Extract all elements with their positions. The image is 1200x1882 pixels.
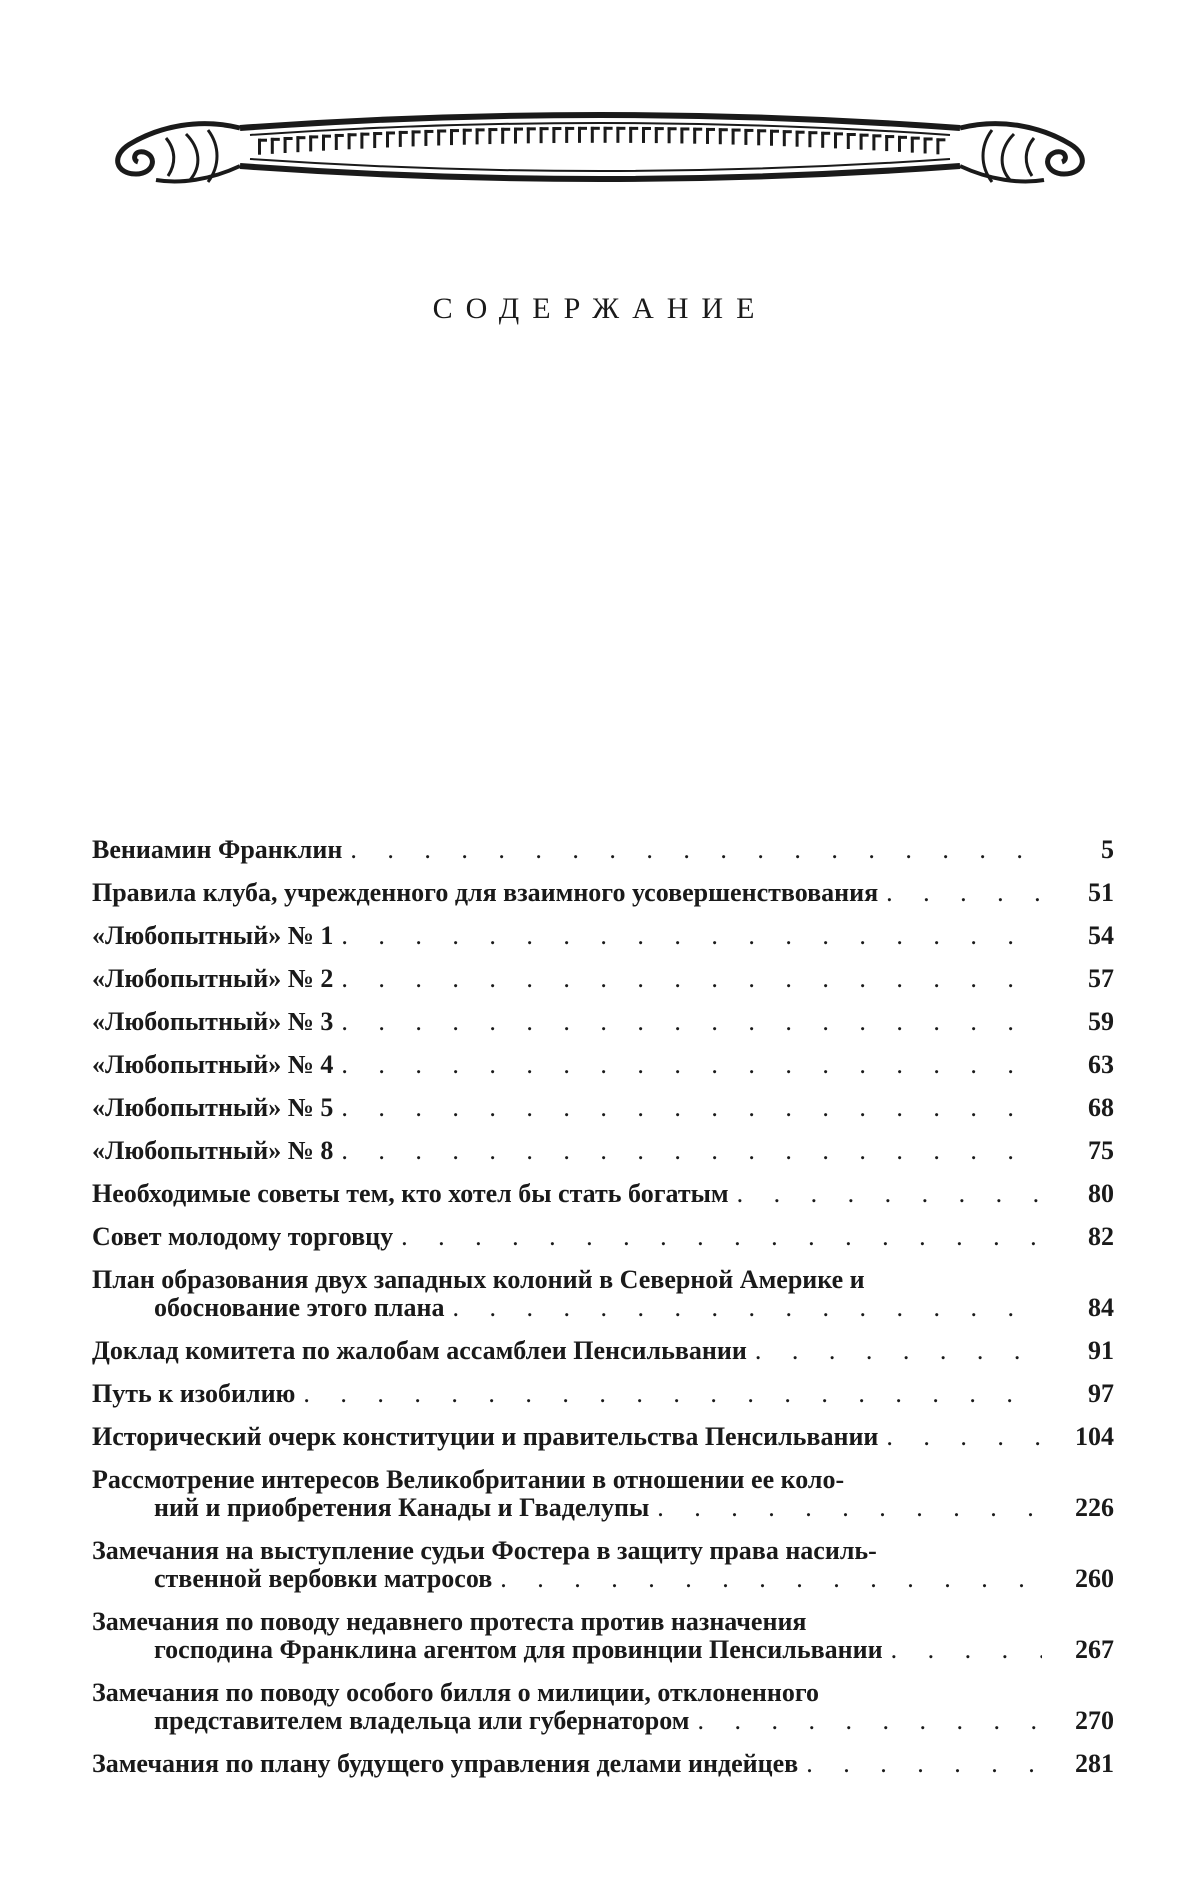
toc-entry	[92, 965, 1114, 993]
toc-entry	[92, 1679, 1114, 1735]
toc-entry	[92, 1337, 1114, 1365]
leader-dots	[333, 965, 1042, 993]
toc-page-number: 57	[1088, 964, 1114, 993]
leader-dots	[333, 922, 1042, 950]
toc-entry-title: План образования двух западных колоний в Северной Америке и	[92, 1265, 865, 1294]
toc-page-number: 91	[1088, 1336, 1114, 1365]
toc-page-number: 75	[1088, 1136, 1114, 1165]
toc-page-number: 5	[1101, 835, 1114, 864]
header-ornament	[90, 88, 1110, 198]
toc-entry-title: Совет молодому торговцу	[92, 1222, 394, 1251]
toc-page-number: 260	[1075, 1564, 1114, 1593]
leader-dots	[878, 1423, 1042, 1451]
toc-entry-title-continued: ственной вербовки матросов	[154, 1564, 493, 1593]
toc-entry	[92, 1423, 1114, 1451]
toc-entry-title-continued: обоснование этого плана	[154, 1293, 445, 1322]
leader-dots	[444, 1294, 1042, 1322]
leader-dots	[333, 1094, 1042, 1122]
toc-entry	[92, 1608, 1114, 1664]
toc-page-number: 281	[1075, 1749, 1114, 1778]
toc-entry	[92, 1380, 1114, 1408]
toc-entry	[92, 1137, 1114, 1165]
toc-entry-title: «Любопытный» № 8	[92, 1136, 334, 1165]
toc-entry-title-continued: представителем владельца или губернатором	[154, 1706, 690, 1735]
toc-entry-title: Замечания на выступление судьи Фостера в защиту права насиль-	[92, 1536, 877, 1565]
toc-page-number: 226	[1075, 1493, 1114, 1522]
leader-dots	[492, 1565, 1042, 1593]
toc-entry-title: «Любопытный» № 3	[92, 1007, 334, 1036]
toc-page-number: 82	[1088, 1222, 1114, 1251]
toc-page-number: 104	[1075, 1422, 1114, 1451]
toc-entry	[92, 1750, 1114, 1778]
toc-entry	[92, 1008, 1114, 1036]
toc-page-number: 84	[1088, 1293, 1114, 1322]
toc-entry-title: «Любопытный» № 5	[92, 1093, 334, 1122]
toc-entry-title: Исторический очерк конституции и правительства Пенсильвании	[92, 1422, 879, 1451]
toc-page-number: 59	[1088, 1007, 1114, 1036]
toc-page-number: 270	[1075, 1706, 1114, 1735]
toc-entry-title: Вениамин Франклин	[92, 835, 343, 864]
toc-page-number: 80	[1088, 1179, 1114, 1208]
toc-entry-title-continued: господина Франклина агентом для провинции Пенсильвании	[154, 1635, 883, 1664]
toc-entry	[92, 1094, 1114, 1122]
toc-entry	[92, 922, 1114, 950]
toc-entry-title: Правила клуба, учрежденного для взаимного усовершенствования	[92, 878, 879, 907]
toc-entry-title: Замечания по поводу особого билля о милиции, отклоненного	[92, 1678, 820, 1707]
toc-entry-title-continued: ний и приобретения Канады и Гваделупы	[154, 1493, 650, 1522]
toc-entry	[92, 1466, 1114, 1522]
table-of-contents	[92, 836, 1114, 1778]
toc-entry-title: Необходимые советы тем, кто хотел бы стать богатым	[92, 1179, 729, 1208]
leader-dots	[883, 1636, 1042, 1664]
toc-page-number: 97	[1088, 1379, 1114, 1408]
toc-entry	[92, 1537, 1114, 1593]
leader-dots	[729, 1180, 1042, 1208]
leader-dots	[393, 1223, 1042, 1251]
leader-dots	[878, 879, 1042, 907]
toc-entry-title: Путь к изобилию	[92, 1379, 296, 1408]
leader-dots	[333, 1137, 1042, 1165]
toc-entry	[92, 1180, 1114, 1208]
leader-dots	[689, 1707, 1042, 1735]
leader-dots	[333, 1008, 1042, 1036]
toc-page-number: 68	[1088, 1093, 1114, 1122]
toc-entry	[92, 836, 1114, 864]
toc-entry-title: Замечания по плану будущего управления делами индейцев	[92, 1749, 799, 1778]
leader-dots	[333, 1051, 1042, 1079]
toc-page-number: 51	[1088, 878, 1114, 907]
leader-dots	[295, 1380, 1042, 1408]
toc-entry-title: Доклад комитета по жалобам ассамблеи Пенсильвании	[92, 1336, 747, 1365]
leader-dots	[747, 1337, 1042, 1365]
toc-entry-title: «Любопытный» № 1	[92, 921, 334, 950]
toc-page-number: 54	[1088, 921, 1114, 950]
toc-entry-title: «Любопытный» № 4	[92, 1050, 334, 1079]
leader-dots	[342, 836, 1042, 864]
toc-entry	[92, 879, 1114, 907]
toc-entry	[92, 1051, 1114, 1079]
toc-page-number: 267	[1075, 1635, 1114, 1664]
leader-dots	[798, 1750, 1042, 1778]
leader-dots	[649, 1494, 1042, 1522]
toc-entry-title: «Любопытный» № 2	[92, 964, 334, 993]
toc-entry	[92, 1223, 1114, 1251]
toc-entry	[92, 1266, 1114, 1322]
contents-title: СОДЕРЖАНИЕ	[432, 292, 768, 325]
toc-page-number: 63	[1088, 1050, 1114, 1079]
toc-entry-title: Замечания по поводу недавнего протеста против назначения	[92, 1607, 807, 1636]
toc-entry-title: Рассмотрение интересов Великобритании в отношении ее коло-	[92, 1465, 845, 1494]
